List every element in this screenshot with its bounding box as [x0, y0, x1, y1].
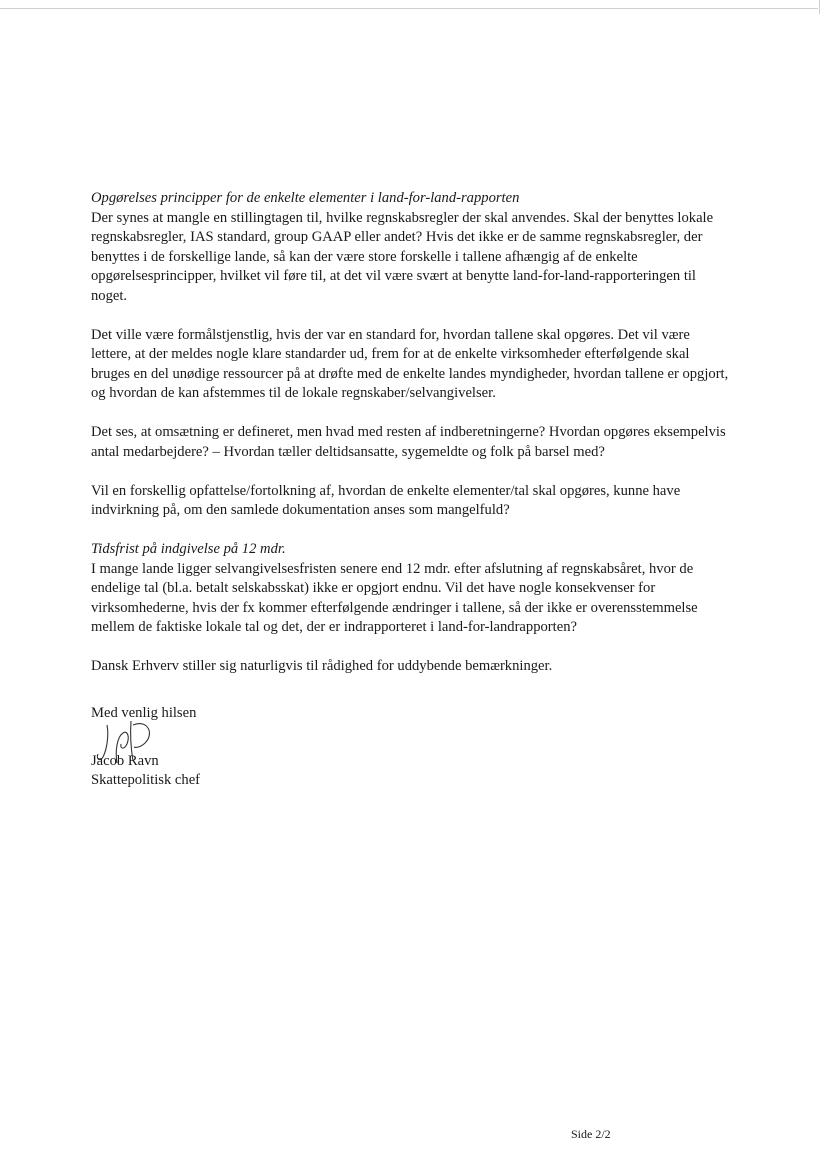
paragraph-interpretation: Vil en forskellig opfattelse/fortolkning af, hvordan de enkelte elementer/tal skal opgøres, kunne have indvirkning på, om den samlede dokumentation anses som mangelfuld? — [91, 482, 681, 518]
signer-title: Skattepolitisk chef — [91, 772, 201, 788]
greeting: Med venlig hilsen — [91, 704, 197, 721]
letter-body — [91, 189, 731, 791]
closing-block — [91, 704, 731, 791]
top-border-line — [0, 8, 818, 9]
section-heading-deadline: Tidsfrist på indgivelse på 12 mdr. — [91, 541, 286, 557]
page-number: Side 2/2 — [571, 1127, 611, 1141]
paragraph-turnover: Det ses, at omsætning er defineret, men hvad med resten af indberetningerne? Hvordan opgøres eksempelvis antal medarbejdere? – Hvordan tæller deltidsansatte, sygemeldte og folk på barsel med? — [91, 424, 726, 460]
paragraph-accounting-rules: Der synes at mangle en stillingtagen til, hvilke regnskabsregler der skal anvendes. Skal der benyttes lokale regnskabsregler, IAS standard, group GAAP eller andet? Hvis det ikke er de samme regnskabsregler, der benyttes i de forskellige lande, så kan der være store forskelle i tallene afhængig af de enkelte opgørelsesprincipper, hvilket vil føre til, at det vil være svært at benytte land-for-land-rapporteringen til noget. — [91, 209, 714, 304]
signer-name: Jacob Ravn — [91, 752, 159, 769]
signature-block — [91, 725, 731, 771]
paragraph-standard: Det ville være formålstjenstlig, hvis der var en standard for, hvordan tallene skal opgøres. Det vil være lettere, at der meldes nogle klare standarder ud, frem for at de enkelte virksomheder efterfølgende skal bruges en del unødige ressourcer på at drøfte med de enkelte landes myndigheder, hvordan tallene er opgjort, og hvordan de kan afstemmes til de lokale regnskaber/selvangivelser. — [91, 326, 729, 401]
corner-mark — [819, 0, 820, 14]
paragraph-availability: Dansk Erhverv stiller sig naturligvis til rådighed for uddybende bemærkninger. — [91, 658, 553, 674]
paragraph-deadline: I mange lande ligger selvangivelsesfristen senere end 12 mdr. efter afslutning af regnskabsåret, hvor de endelige tal (bl.a. betalt selskabsskat) ikke er opgjort endnu. Vil det have nogle konsekvenser for virksomhederne, hvis der fx kommer efterfølgende ændringer i tallene, så der ikke er overensstemmelse mellem de faktiske lokale tal og det, der er indrapporteret i land-for-landrapporten? — [91, 560, 698, 635]
section-heading-principles: Opgørelses principper for de enkelte elementer i land-for-land-rapporten — [91, 190, 520, 206]
